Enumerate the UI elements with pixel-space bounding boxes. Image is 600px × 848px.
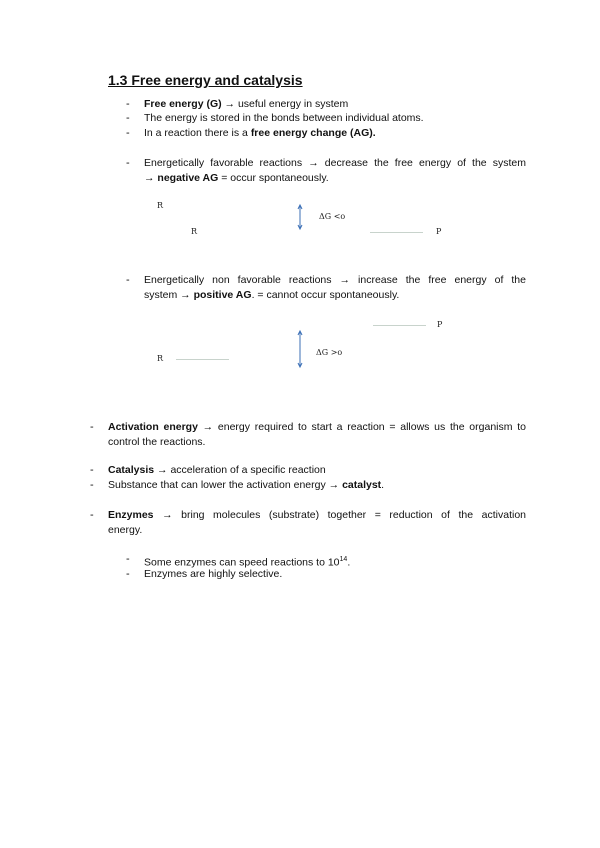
product-label: P [437,320,443,329]
reactant-label-low: R [191,227,198,236]
reactant-label: R [157,201,164,210]
bullet-dash: - [126,568,130,580]
activation-line-2: control the reactions. [108,436,206,448]
favorable-reactions-text [144,156,526,186]
delta-g-label: ΔG <o [319,212,346,221]
bullet-dash: - [90,464,94,476]
favorable-line-2: → negative AG = occur spontaneously. [144,172,329,184]
bullet-dash: - [126,157,130,169]
reactant-label: R [157,354,164,363]
delta-g-arrow-icon [295,329,305,369]
catalyst-text: Substance that can lower the activation energy → catalyst. [108,479,385,491]
bullet-dash: - [126,112,130,124]
activation-line-1: Activation energy → energy required to start a reaction = allows us the organism to [108,421,526,433]
delta-g-label: ΔG >o [316,348,343,357]
favorable-line-1: Energetically favorable reactions → decrease the free energy of the system [144,157,526,169]
activation-energy-text [108,420,526,450]
bullet-dash: - [126,98,130,110]
enzymes-line-1: Enzymes → bring molecules (substrate) together = reduction of the activation [108,509,526,521]
enzymes-text [108,508,526,538]
bullet-dash: - [90,421,94,433]
product-energy-line [373,325,426,326]
enzymes-line-2: energy. [108,524,143,536]
nonfavorable-line-1: Energetically non favorable reactions → increase the free energy of the [144,274,526,286]
exponent: 14 [339,556,348,563]
reactant-energy-line [176,359,229,360]
product-label: P [436,227,442,236]
enzymes-speed-text: Some enzymes can speed reactions to $10^{14}$. [144,556,351,569]
bullet-dash: - [126,274,130,286]
list-item: In a reaction there is a free energy change (AG). [144,127,376,139]
catalysis-text: Catalysis → acceleration of a specific reaction [108,464,326,476]
nonfavorable-reactions-text [144,273,526,303]
nonfavorable-line-2: system → positive AG. = cannot occur spontaneously. [144,289,400,301]
page-title: 1.3 Free energy and catalysis [108,72,303,88]
delta-g-arrow-icon [295,203,305,231]
list-item: Free energy (G) → useful energy in system [144,98,349,110]
enzymes-selective-text: Enzymes are highly selective. [144,568,283,580]
list-item: The energy is stored in the bonds between individual atoms. [144,112,424,124]
bullet-dash: - [126,127,130,139]
product-energy-line [370,232,423,233]
bullet-dash: - [126,553,130,565]
bullet-dash: - [90,509,94,521]
bullet-dash: - [90,479,94,491]
